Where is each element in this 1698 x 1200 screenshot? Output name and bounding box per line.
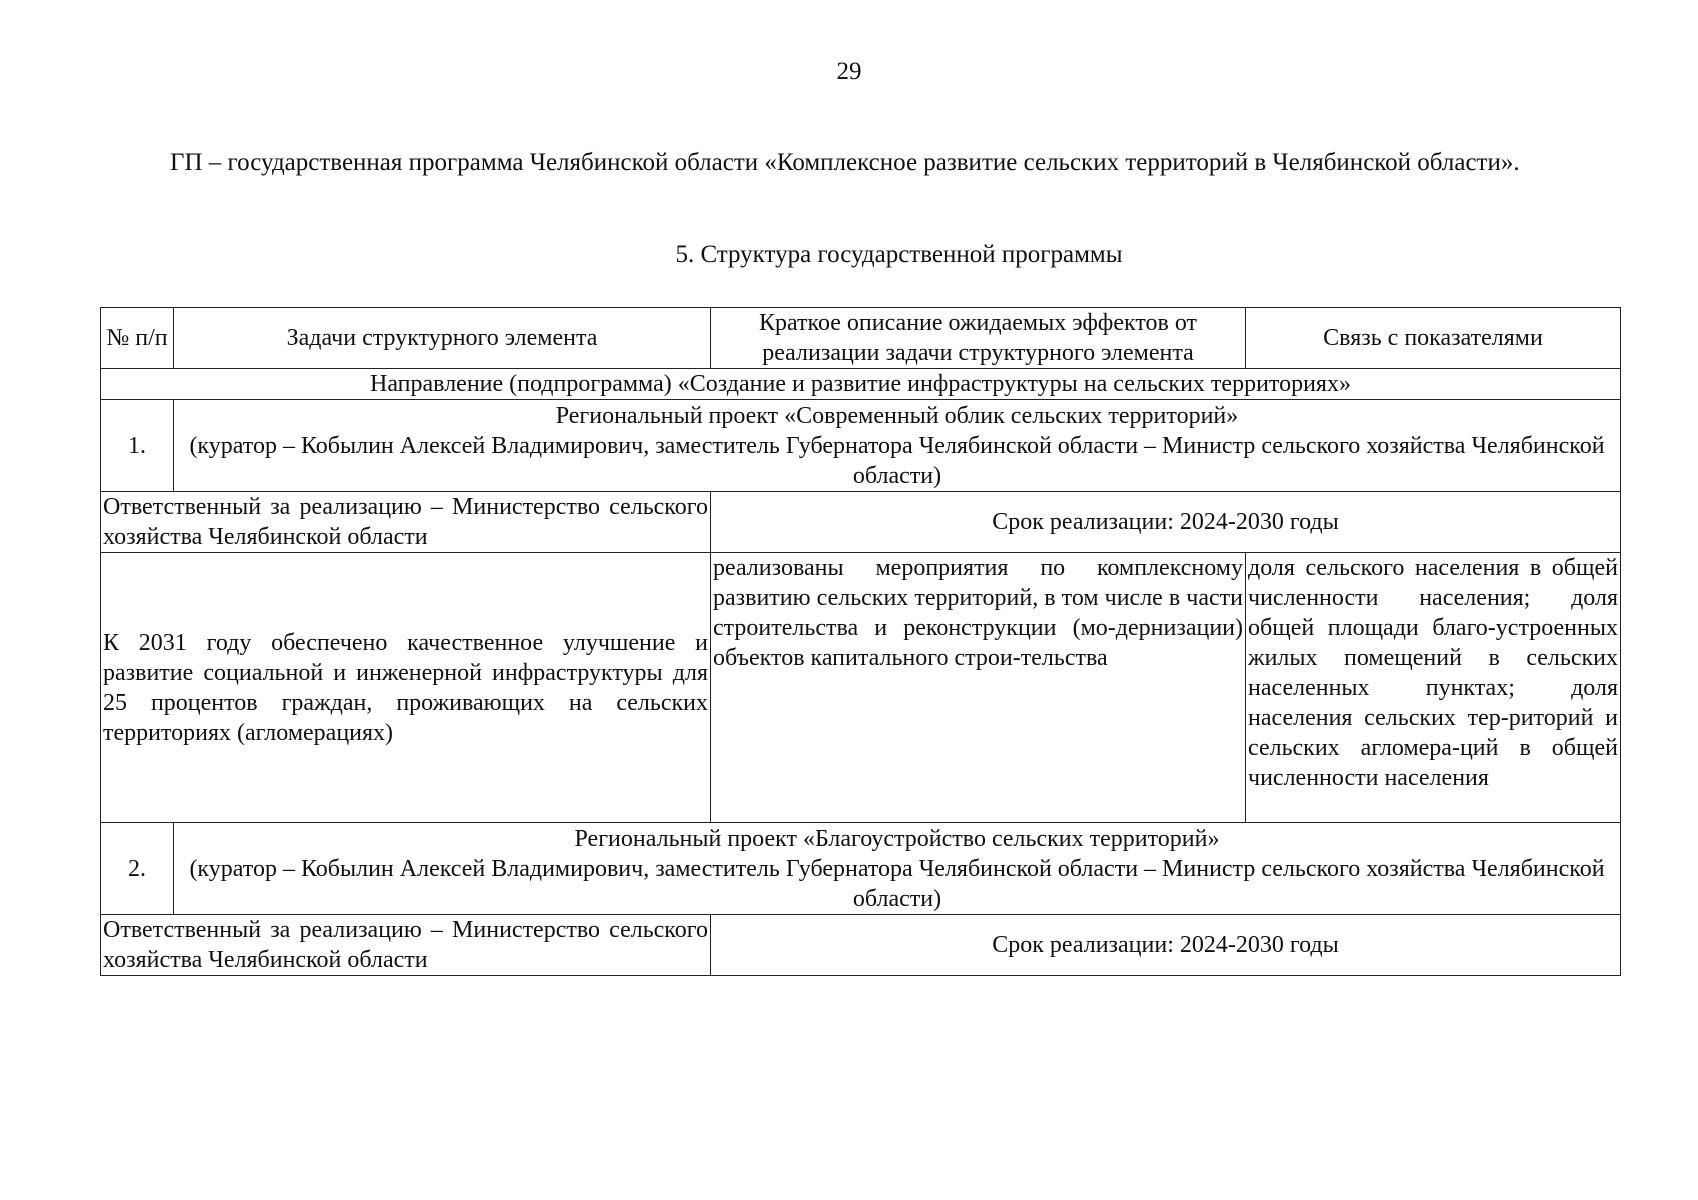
- header-effects: Краткое описание ожидаемых эффектов от реализации задачи структурного элемента: [711, 308, 1246, 369]
- term-cell: Срок реализации: 2024-2030 годы: [711, 492, 1621, 553]
- task-cell: К 2031 году обеспечено качественное улучшение и развитие социальной и инженерной инфраструктуры для 25 процентов граждан, проживающих на сельских территориях (агломерациях): [101, 553, 711, 823]
- project-row: [101, 823, 1621, 915]
- table-header-row: [101, 308, 1621, 369]
- project-curator: (куратор – Кобылин Алексей Владимирович, заместитель Губернатора Челябинской области – Министр сельского хозяйства Челябинской области): [189, 855, 1605, 912]
- indicators-cell: доля сельского населения в общей численности населения; доля общей площади благо-устроенных жилых помещений в сельских населенных пунктах; доля населения сельских тер-риторий и сельских агломера-ций в общей численности населения: [1246, 553, 1621, 823]
- term-cell: Срок реализации: 2024-2030 годы: [711, 915, 1621, 976]
- section-title: 5. Структура государственной программы: [675, 241, 1123, 268]
- effect-cell: реализованы мероприятия по комплексному развитию сельских территорий, в том числе в части строительства и реконструкции (мо-дернизации) объектов капитального строи-тельства: [711, 553, 1246, 823]
- header-link: Связь с показателями: [1246, 308, 1621, 369]
- responsible-row: [101, 492, 1621, 553]
- project-heading: [174, 400, 1621, 492]
- project-title: Региональный проект «Благоустройство сельских территорий»: [574, 825, 1220, 852]
- responsible-cell: Ответственный за реализацию – Министерство сельского хозяйства Челябинской области: [101, 915, 711, 976]
- direction-row: [101, 369, 1621, 400]
- project-title: Региональный проект «Современный облик сельских территорий»: [555, 402, 1239, 429]
- header-num: № п/п: [101, 308, 174, 369]
- task-row: [101, 553, 1621, 823]
- page-number: 29: [836, 58, 862, 85]
- responsible-cell: Ответственный за реализацию – Министерство сельского хозяйства Челябинской области: [101, 492, 711, 553]
- structure-table: [100, 307, 1621, 976]
- responsible-row: [101, 915, 1621, 976]
- project-number: 2.: [101, 823, 174, 915]
- project-number: 1.: [101, 400, 174, 492]
- header-tasks: Задачи структурного элемента: [174, 308, 711, 369]
- abbreviation-note: ГП – государственная программа Челябинской области «Комплексное развитие сельских территорий в Челябинской области».: [170, 149, 1520, 176]
- direction-title: Направление (подпрограмма) «Создание и развитие инфраструктуры на сельских территориях»: [101, 369, 1621, 400]
- project-row: [101, 400, 1621, 492]
- project-curator: (куратор – Кобылин Алексей Владимирович, заместитель Губернатора Челябинской области – Министр сельского хозяйства Челябинской области): [189, 432, 1605, 489]
- project-heading: [174, 823, 1621, 915]
